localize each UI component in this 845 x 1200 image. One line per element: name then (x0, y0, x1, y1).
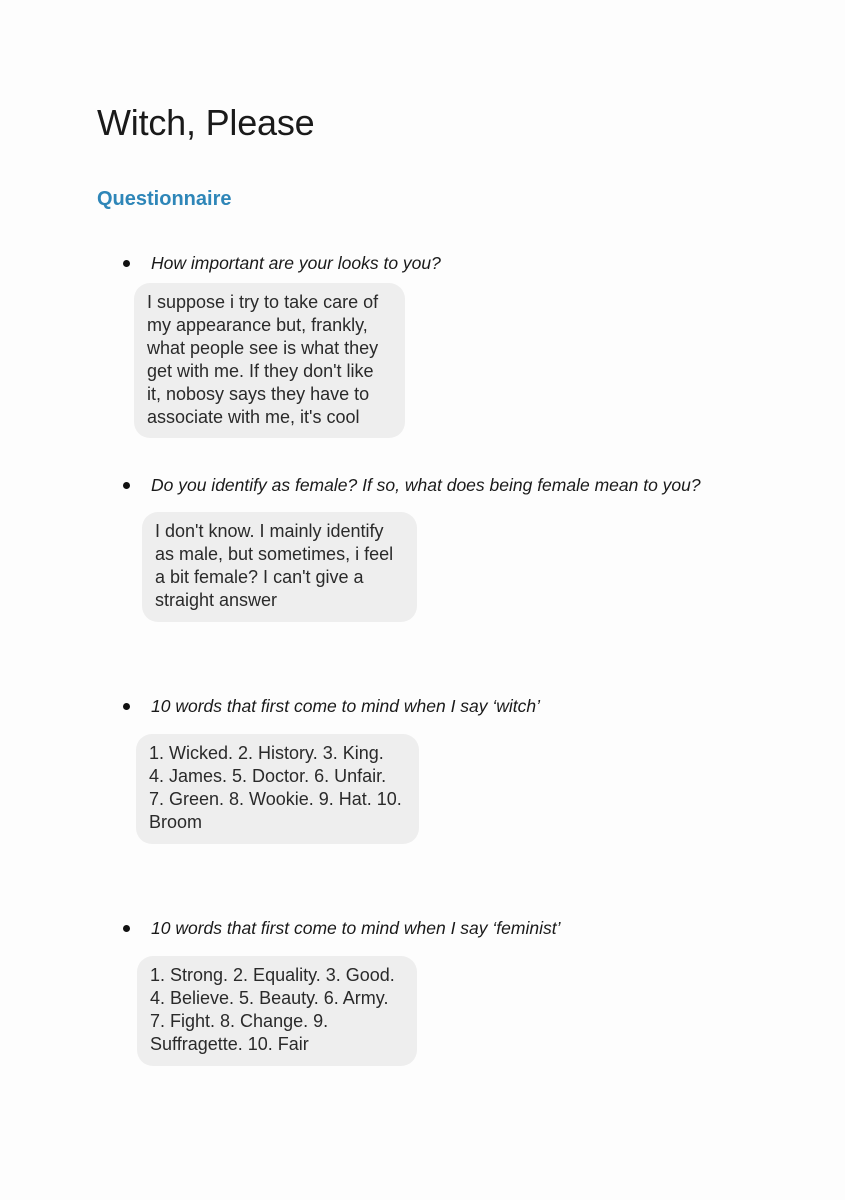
answer-bubble (136, 734, 419, 844)
bullet-icon (123, 260, 130, 267)
answer-line: associate with me, it's cool (147, 407, 360, 427)
answer-line: 1. Strong. 2. Equality. 3. Good. (150, 965, 395, 985)
answer-line: straight answer (155, 590, 278, 610)
answer-line: it, nobosy says they have to (147, 384, 370, 404)
answer-line: I suppose i try to take care of (147, 292, 379, 312)
answer-bubble (134, 283, 405, 438)
answer-line: Suffragette. 10. Fair (150, 1034, 309, 1054)
answer-line: Broom (149, 812, 203, 832)
answer-line: 7. Fight. 8. Change. 9. (150, 1011, 329, 1031)
bullet-icon (123, 703, 130, 710)
answer-line: my appearance but, frankly, (147, 315, 368, 335)
answer-line: 4. Believe. 5. Beauty. 6. Army. (150, 988, 389, 1008)
question-item (120, 696, 540, 717)
bullet-icon (123, 925, 130, 932)
question-text: 10 words that first come to mind when I say ‘feminist’ (151, 918, 561, 938)
section-heading: Questionnaire (97, 188, 232, 210)
page-title: Witch, Please (97, 102, 315, 143)
answer-line: I don't know. I mainly identify (155, 521, 384, 541)
answer-line: get with me. If they don't like (147, 361, 374, 381)
question-item (120, 918, 560, 939)
bullet-icon (123, 482, 130, 489)
answer-bubble (142, 512, 417, 622)
answer-line: what people see is what they (147, 338, 379, 358)
question-text: Do you identify as female? If so, what does being female mean to you? (151, 475, 701, 495)
answer-bubble (137, 956, 417, 1066)
answer-line: 7. Green. 8. Wookie. 9. Hat. 10. (149, 789, 402, 809)
question-item (120, 253, 441, 274)
question-item (120, 475, 701, 496)
question-text: 10 words that first come to mind when I say ‘witch’ (151, 696, 541, 716)
question-text: How important are your looks to you? (151, 253, 441, 273)
answer-line: as male, but sometimes, i feel (155, 544, 394, 564)
answer-line: 1. Wicked. 2. History. 3. King. (149, 743, 384, 763)
answer-line: 4. James. 5. Doctor. 6. Unfair. (149, 766, 387, 786)
answer-line: a bit female? I can't give a (155, 567, 364, 587)
